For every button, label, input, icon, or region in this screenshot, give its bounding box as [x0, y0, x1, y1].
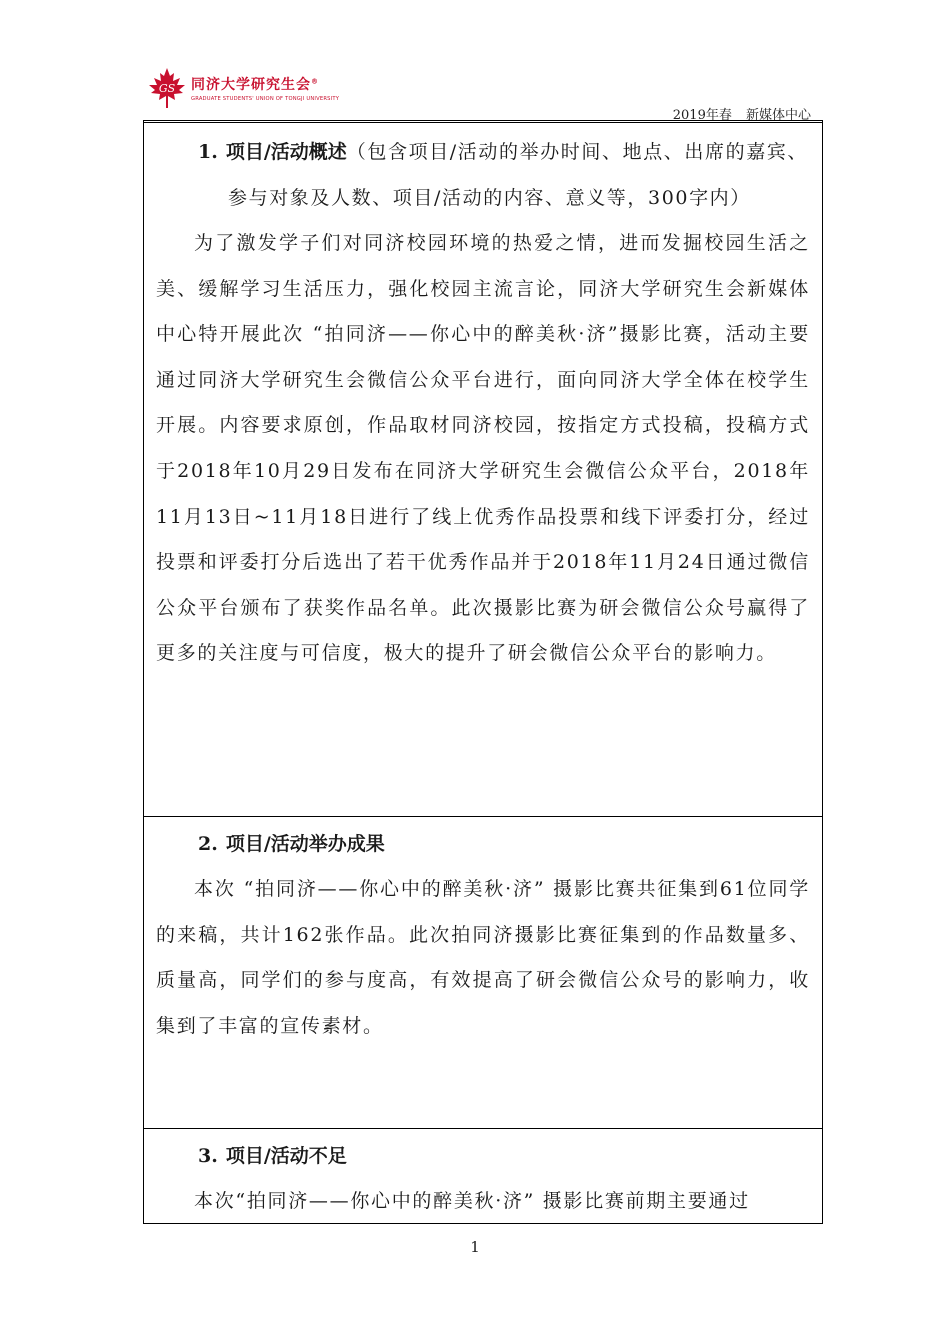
section-number: 2. [198, 833, 218, 855]
svg-text:GS: GS [158, 82, 176, 95]
section-body: 为了激发学子们对同济校园环境的热爱之情，进而发掘校园生活之美、缓解学习生活压力，强化校园主流言论，同济大学研究生会新媒体中心特开展此次 “拍同济——你心中的醉美秋·济”摄影比赛，活动主要通过同济大学研究生会微信公众平台进行，面向同济大学全体在校学生开展。内容要求原创，作品取材同济校园，按指定方式投稿，投稿方式于2018年10月29日发布在同济大学研究生会微信公众平台，2018年11月13日~11月18日进行了线上优秀作品投票和线下评委打分，经过投票和评委打分后选出了若干优秀作品并于2018年11月24日通过微信公众平台颁布了获奖作品名单。此次摄影比赛为研会微信公众号赢得了更多的关注度与可信度，极大的提升了研会微信公众平台的影响力。 [156, 232, 810, 665]
page-number: 1 [470, 1238, 480, 1256]
section-overview [144, 121, 822, 817]
section-heading [156, 129, 810, 221]
section-title: 项目/活动不足 [225, 1145, 347, 1167]
section-heading [156, 1133, 810, 1179]
org-logo [143, 64, 343, 114]
section-number: 3. [198, 1145, 218, 1167]
section-shortcomings [144, 1129, 822, 1223]
section-body: 本次“拍同济——你心中的醉美秋·济” 摄影比赛前期主要通过 [194, 1190, 750, 1212]
page-header [143, 64, 823, 123]
section-results [144, 817, 822, 1129]
org-name: 同济大学研究生会® [191, 77, 319, 93]
section-title: 项目/活动举办成果 [225, 833, 385, 855]
section-title: 项目/活动概述 [225, 141, 347, 163]
section-description: （包含项目/活动的举办时间、地点、出席的嘉宾、参与对象及人数、项目/活动的内容、意义等，300字内） [228, 141, 808, 209]
org-english-name: GRADUATE STUDENTS' UNION OF TONGJI UNIVERSITY [191, 96, 340, 102]
section-body: 本次 “拍同济——你心中的醉美秋·济” 摄影比赛共征集到61位同学的来稿，共计162张作品。此次拍同济摄影比赛征集到的作品数量多、质量高，同学们的参与度高，有效提高了研会微信公众号的影响力，收集到了丰富的宣传素材。 [156, 878, 810, 1037]
department-label: 新媒体中心 [745, 108, 811, 123]
term-label: 2019年春 [672, 108, 732, 123]
maple-leaf-icon [143, 66, 191, 110]
report-table [143, 120, 823, 1224]
section-heading [156, 821, 810, 867]
section-number: 1. [198, 141, 218, 163]
